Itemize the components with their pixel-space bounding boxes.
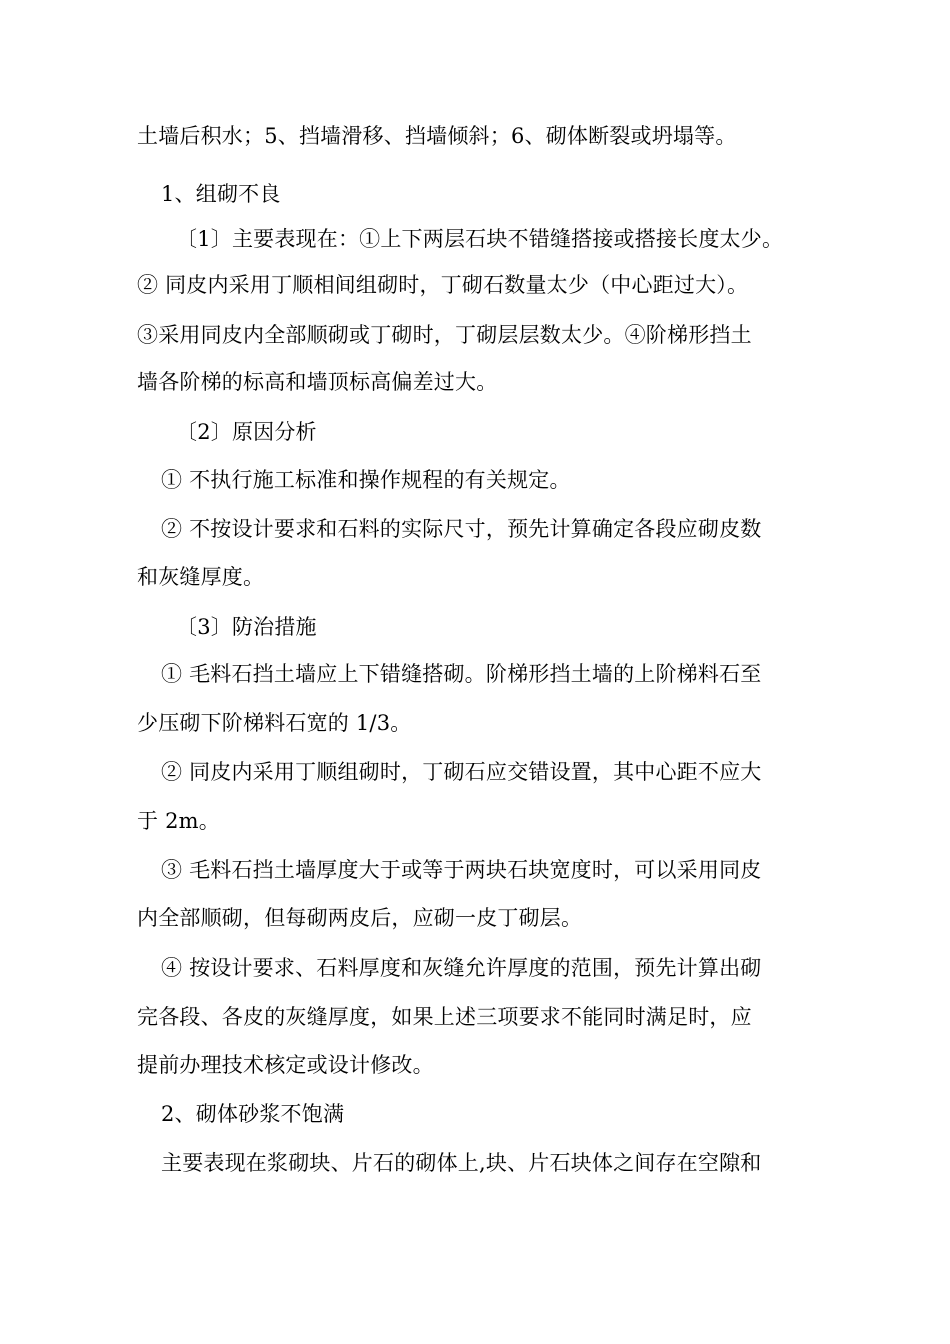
text-line: 土墙后积水；5、挡墙滑移、挡墙倾斜；6、砌体断裂或坍塌等。 <box>137 124 737 148</box>
section-heading: 2、砌体砂浆不饱满 <box>161 1102 345 1126</box>
section-heading: 1、组砌不良 <box>161 182 281 206</box>
list-item: ① 不执行施工标准和操作规程的有关规定。 <box>161 468 571 492</box>
list-item: ② 不按设计要求和石料的实际尺寸，预先计算确定各段应砌皮数 <box>161 517 762 541</box>
text-line: 完各段、各皮的灰缝厚度，如果上述三项要求不能同时满足时，应 <box>137 1005 752 1029</box>
text-line: 内全部顺砌，但每砌两皮后，应砌一皮丁砌层。 <box>137 906 583 930</box>
text-line: ③采用同皮内全部顺砌或丁砌时，丁砌层层数太少。④阶梯形挡土 <box>137 323 752 347</box>
text-line: 于 2m。 <box>137 809 220 833</box>
list-item: ① 毛料石挡土墙应上下错缝搭砌。阶梯形挡土墙的上阶梯料石至 <box>161 662 762 686</box>
list-item: ③ 毛料石挡土墙厚度大于或等于两块石块宽度时，可以采用同皮 <box>161 858 762 882</box>
text-line: ② 同皮内采用丁顺相间组砌时，丁砌石数量太少（中心距过大）。 <box>137 273 749 297</box>
text-line: 提前办理技术核定或设计修改。 <box>137 1053 434 1077</box>
text-line: 和灰缝厚度。 <box>137 565 265 589</box>
text-line: 少压砌下阶梯料石宽的 1/3。 <box>137 711 412 735</box>
list-item: ② 同皮内采用丁顺组砌时，丁砌石应交错设置，其中心距不应大 <box>161 760 762 784</box>
text-line: 主要表现在浆砌块、片石的砌体上,块、片石块体之间存在空隙和 <box>161 1151 762 1175</box>
subsection-heading: 〔2〕原因分析 <box>176 420 317 444</box>
subsection-heading: 〔3〕防治措施 <box>176 615 317 639</box>
text-line: 墙各阶梯的标高和墙顶标高偏差过大。 <box>137 370 498 394</box>
list-item: ④ 按设计要求、石料厚度和灰缝允许厚度的范围，预先计算出砌 <box>161 956 762 980</box>
subsection-heading: 〔1〕主要表现在：①上下两层石块不错缝搭接或搭接长度太少。 <box>176 227 784 251</box>
